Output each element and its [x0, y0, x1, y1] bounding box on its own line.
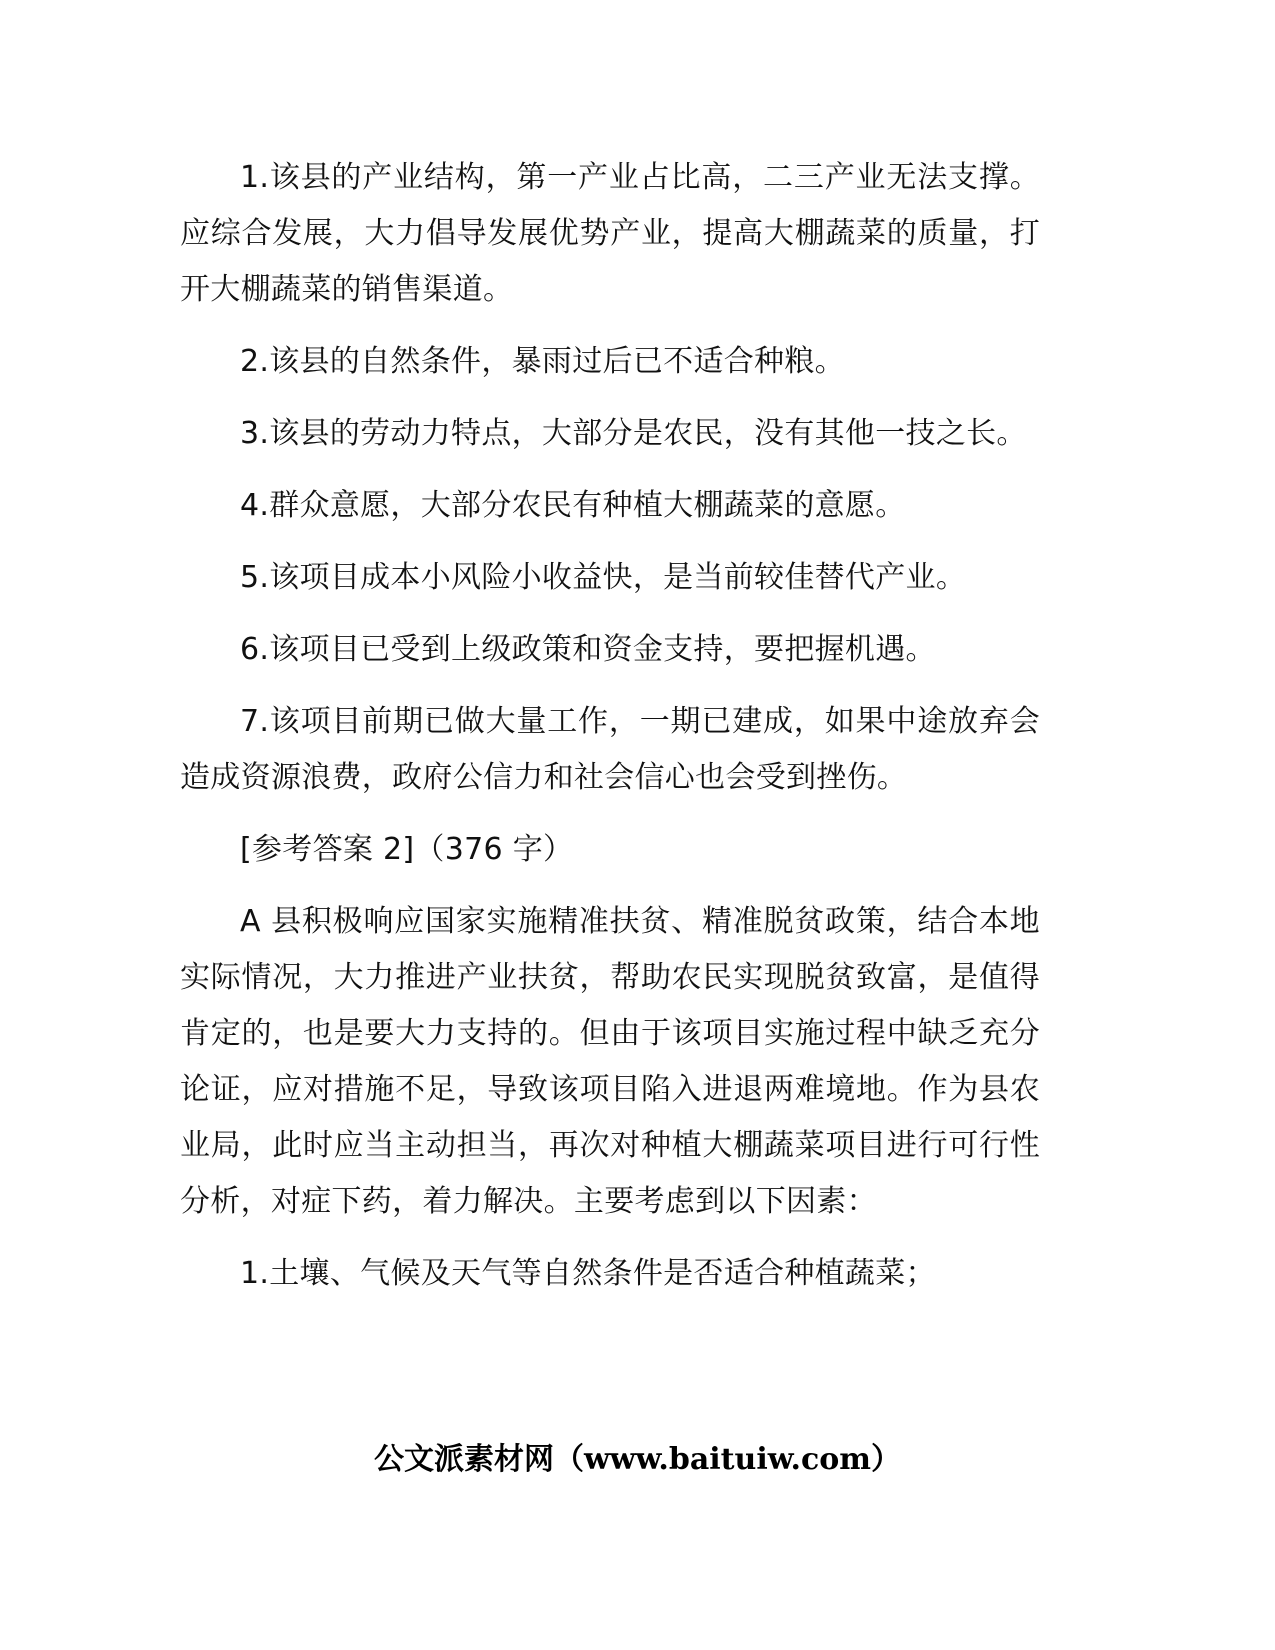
paragraph-answer-intro: A 县积极响应国家实施精准扶贫、精准脱贫政策，结合本地实际情况，大力推进产业扶贫，帮助农民实现脱贫致富，是值得肯定的，也是要大力支持的。但由于该项目实施过程中缺乏充分论证，应对措施不足，导致该项目陷入进退两难境地。作为县农业局，此时应当主动担当，再次对种植大棚蔬菜项目进行可行性分析，对症下药，着力解决。主要考虑到以下因素： [180, 904, 1040, 1219]
paragraph-preliminary-work: 7.该项目前期已做大量工作，一期已建成，如果中途放弃会造成资源浪费，政府公信力和社会信心也会受到挫伤。 [180, 704, 1040, 795]
paragraph-industry-structure: 1.该县的产业结构，第一产业占比高，二三产业无法支撑。应综合发展，大力倡导发展优势产业，提高大棚蔬菜的质量，打开大棚蔬菜的销售渠道。 [180, 160, 1040, 307]
paragraph-public-willingness: 4.群众意愿，大部分农民有种植大棚蔬菜的意愿。 [240, 488, 906, 523]
document-body [180, 150, 1040, 1318]
paragraph-policy-support: 6.该项目已受到上级政策和资金支持，要把握机遇。 [240, 632, 936, 667]
paragraph-labor-features: 3.该县的劳动力特点，大部分是农民，没有其他一技之长。 [240, 416, 1027, 451]
paragraph-project-cost: 5.该项目成本小风险小收益快，是当前较佳替代产业。 [240, 560, 967, 595]
paragraph-factor-soil-climate: 1.土壤、气候及天气等自然条件是否适合种植蔬菜； [240, 1256, 936, 1291]
paragraph-natural-conditions: 2.该县的自然条件，暴雨过后已不适合种粮。 [240, 344, 845, 379]
reference-answer-heading: [参考答案 2]（376 字） [240, 832, 574, 867]
page-footer-watermark: 公文派素材网（www.baituiw.com） [373, 1442, 902, 1477]
